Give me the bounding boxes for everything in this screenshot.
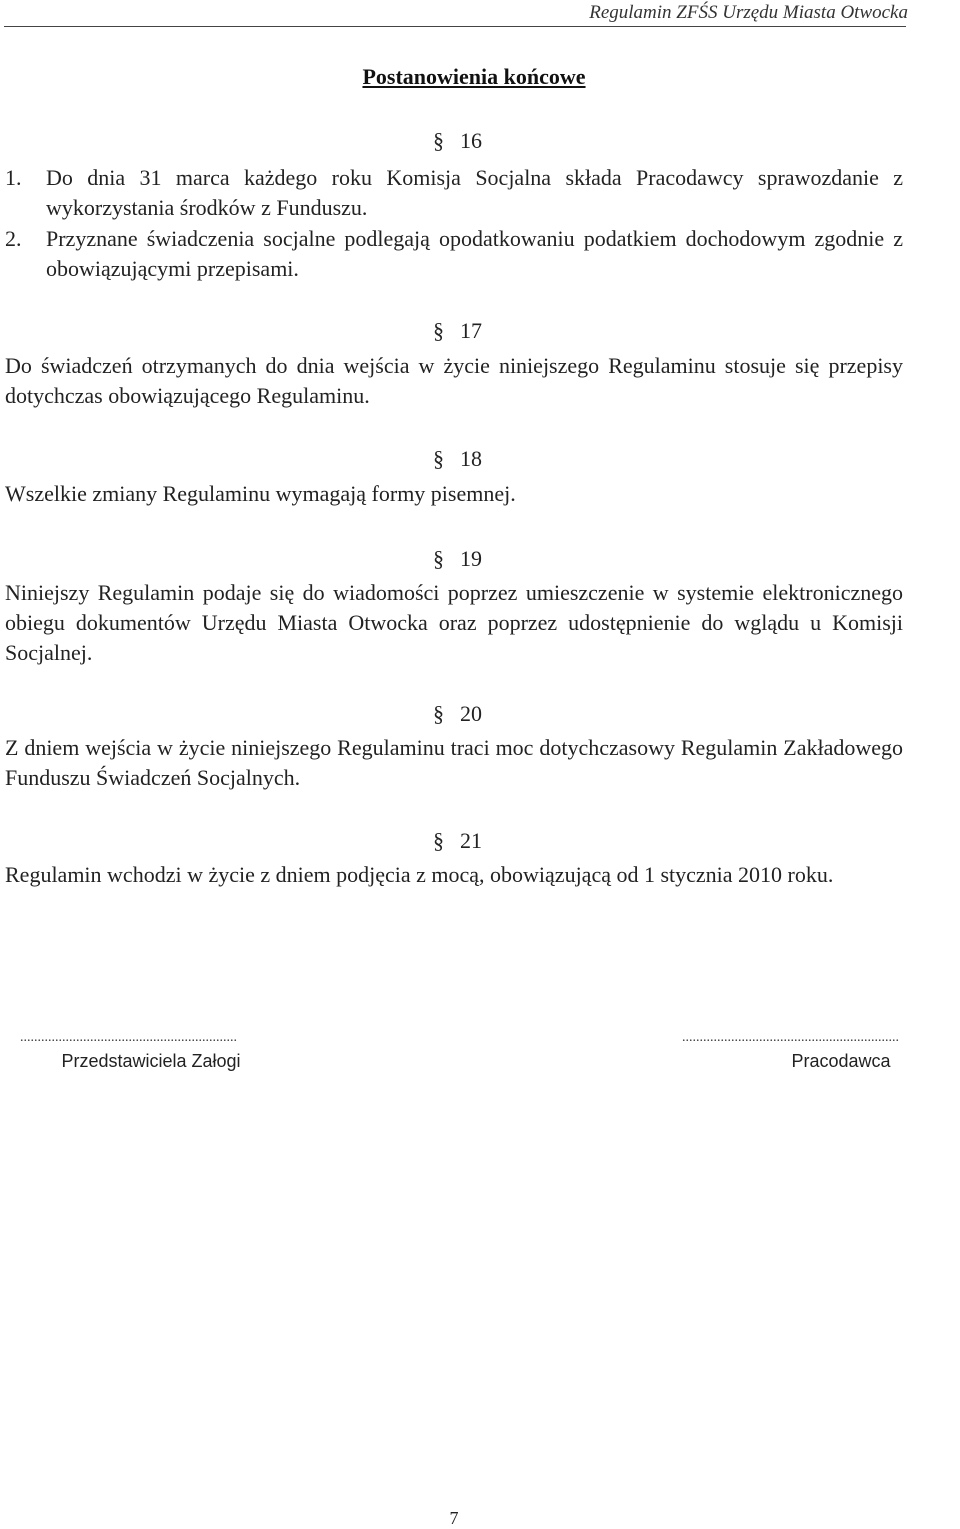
- signature-line-left: ..............................................................: [20, 1030, 237, 1045]
- section-sign-icon: §: [433, 546, 444, 571]
- list-item-text: Przyznane świadczenia socjalne podlegają opodatkowaniu podatkiem dochodowym zgodnie z obowiązującymi przepisami.: [46, 226, 903, 281]
- paragraph-number: 17: [460, 318, 482, 343]
- page-number: 7: [449, 1508, 459, 1528]
- header-rule: [4, 26, 906, 27]
- paragraph-number: 16: [460, 128, 482, 153]
- list-item-text: Do dnia 31 marca każdego roku Komisja Socjalna składa Pracodawcy sprawozdanie z wykorzystania środków z Funduszu.: [46, 165, 903, 220]
- paragraph-heading-21: [433, 828, 482, 854]
- list-item-number: 2.: [5, 226, 22, 251]
- paragraph-heading-16: [433, 128, 482, 154]
- paragraph-heading-17: [433, 318, 482, 344]
- paragraph-16-list: [5, 163, 903, 285]
- list-item: [5, 163, 903, 223]
- paragraph-number: 21: [460, 828, 482, 853]
- running-header: Regulamin ZFŚS Urzędu Miasta Otwocka: [589, 2, 908, 23]
- list-item-number: 1.: [5, 165, 22, 190]
- signature-label-right: Pracodawca: [791, 1051, 891, 1071]
- section-sign-icon: §: [433, 318, 444, 343]
- signature-line-right: ..............................................................: [682, 1030, 899, 1045]
- paragraph-18-text: Wszelkie zmiany Regulaminu wymagają formy pisemnej.: [5, 481, 516, 506]
- paragraph-number: 19: [460, 546, 482, 571]
- section-title: Postanowienia końcowe: [362, 64, 586, 89]
- list-item: [5, 224, 903, 284]
- section-sign-icon: §: [433, 446, 444, 471]
- paragraph-19-text: Niniejszy Regulamin podaje się do wiadomości poprzez umieszczenie w systemie elektronicznego obiegu dokumentów Urzędu Miasta Otwocka oraz poprzez udostępnienie do wglądu u Komisji Socjalnej.: [5, 580, 903, 665]
- paragraph-17-text: Do świadczeń otrzymanych do dnia wejścia w życie niniejszego Regulaminu stosuje się przepisy dotychczas obowiązującego Regulaminu.: [5, 353, 903, 408]
- paragraph-21-text: Regulamin wchodzi w życie z dniem podjęcia z mocą, obowiązującą od 1 stycznia 2010 roku.: [5, 862, 834, 887]
- paragraph-number: 18: [460, 446, 482, 471]
- paragraph-number: 20: [460, 701, 482, 726]
- section-sign-icon: §: [433, 701, 444, 726]
- section-sign-icon: §: [433, 828, 444, 853]
- section-sign-icon: §: [433, 128, 444, 153]
- paragraph-heading-20: [433, 701, 482, 727]
- paragraph-heading-18: [433, 446, 482, 472]
- paragraph-20-text: Z dniem wejścia w życie niniejszego Regulaminu traci moc dotychczasowy Regulamin Zakładowego Funduszu Świadczeń Socjalnych.: [5, 735, 903, 790]
- paragraph-heading-19: [433, 546, 482, 572]
- signature-label-left: Przedstawiciela Załogi: [61, 1051, 241, 1071]
